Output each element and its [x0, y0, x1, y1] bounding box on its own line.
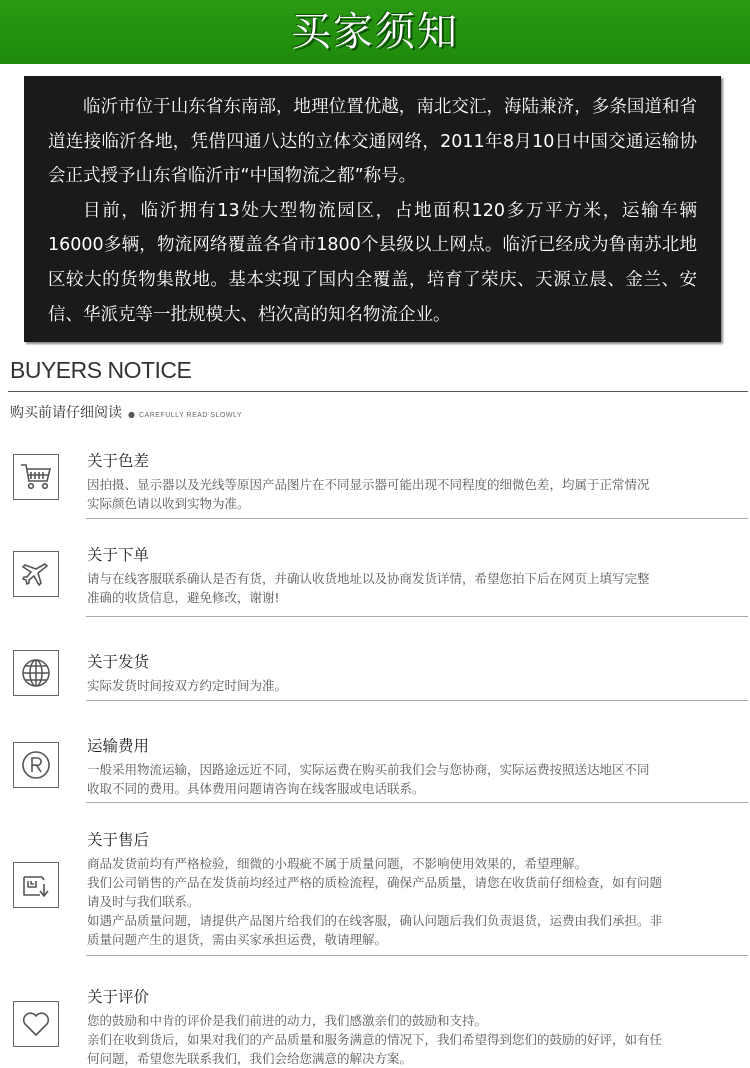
- notice-title-en: BUYERS NOTICE: [10, 357, 192, 383]
- divider: [8, 391, 748, 392]
- section-title: 关于发货: [87, 653, 150, 671]
- intro-paragraph: 目前，临沂拥有13处大型物流园区，占地面积120多万平方米，运输车辆16000多辆，物流网络覆盖各省市1800个县级以上网点。临沂已经成为鲁南苏北地区较大的货物集散地。基本实现了国内全覆盖，培育了荣庆、天源立晨、金兰、安信、华派克等一批规模大、档次高的知名物流企业。: [48, 200, 697, 325]
- section-line: 因拍摄、显示器以及光线等原因产品图片在不同显示器可能出现不同程度的细微色差，均属于正常情况: [87, 477, 650, 492]
- box-download-icon: [13, 862, 59, 908]
- divider: [86, 518, 748, 519]
- divider: [86, 700, 748, 701]
- airplane-icon: [13, 551, 59, 597]
- section-line: 何问题，希望您先联系我们，我们会给您满意的解决方案。: [87, 1051, 413, 1066]
- intro-paragraph: 临沂市位于山东省东南部，地理位置优越，南北交汇，海陆兼济，多条国道和省道连接临沂各地，凭借四通八达的立体交通网络，2011年8月10日中国交通运输协会正式授予山东省临沂市“中国物流之都”称号。: [48, 97, 697, 187]
- registered-icon: [13, 742, 59, 788]
- notice-subtitle-cn: 购买前请仔细阅读: [10, 405, 122, 421]
- section-line: 我们公司销售的产品在发货前均经过严格的质检流程，确保产品质量，请您在收货前仔细检查，如有问题: [87, 875, 663, 890]
- section-line: 质量问题产生的退货，需由买家承担运费，敬请理解。: [87, 932, 388, 947]
- section-line: 亲们在收到货后，如果对我们的产品质量和服务满意的情况下，我们希望得到您们的鼓励的好评，如有任: [87, 1032, 663, 1047]
- section-line: 收取不同的费用。具体费用问题请咨询在线客服或电话联系。: [87, 781, 425, 796]
- section-line: 实际颜色请以收到实物为准。: [87, 496, 250, 511]
- section-line: 请及时与我们联系。: [87, 894, 200, 909]
- section-body: [87, 760, 727, 798]
- section-body: [87, 676, 727, 695]
- section-title: 运输费用: [87, 737, 150, 755]
- section-line: 商品发货前均有严格检验，细微的小瑕疵不属于质量问题，不影响使用效果的，希望理解。: [87, 856, 588, 871]
- title-banner: [0, 0, 750, 64]
- intro-panel: [24, 76, 721, 342]
- section-line: 如遇产品质量问题，请提供产品图片给我们的在线客服，确认问题后我们负责退货，运费由我们承担。非: [87, 913, 663, 928]
- divider: [86, 802, 748, 803]
- section-title: 关于售后: [87, 831, 150, 849]
- notice-subtitle: [10, 402, 242, 422]
- banner-title: 买家须知: [291, 9, 459, 55]
- section-title: 关于色差: [87, 452, 150, 470]
- section-line: 实际发货时间按双方约定时间为准。: [87, 678, 288, 693]
- bullet-icon: ●: [128, 410, 135, 419]
- section-line: 一般采用物流运输，因路途远近不同，实际运费在购买前我们会与您协商，实际运费按照送达地区不同: [87, 762, 650, 777]
- section-line: 准确的收货信息，避免修改，谢谢!: [87, 590, 280, 605]
- section-body: [87, 854, 727, 949]
- section-title: 关于评价: [87, 988, 150, 1006]
- shopping-cart-icon: [13, 454, 59, 500]
- section-title: 关于下单: [87, 546, 150, 564]
- section-line: 请与在线客服联系确认是否有货，并确认收货地址以及协商发货详情，希望您拍下后在网页上填写完整: [87, 571, 650, 586]
- section-body: [87, 1011, 727, 1068]
- divider: [86, 616, 748, 617]
- section-body: [87, 569, 727, 607]
- section-line: 您的鼓励和中肯的评价是我们前进的动力，我们感激亲们的鼓励和支持。: [87, 1013, 488, 1028]
- section-body: [87, 475, 727, 513]
- notice-subtitle-en: CAREFULLY READ SLOWLY: [138, 412, 243, 419]
- divider: [86, 955, 748, 956]
- globe-icon: [13, 650, 59, 696]
- heart-icon: [13, 1001, 59, 1047]
